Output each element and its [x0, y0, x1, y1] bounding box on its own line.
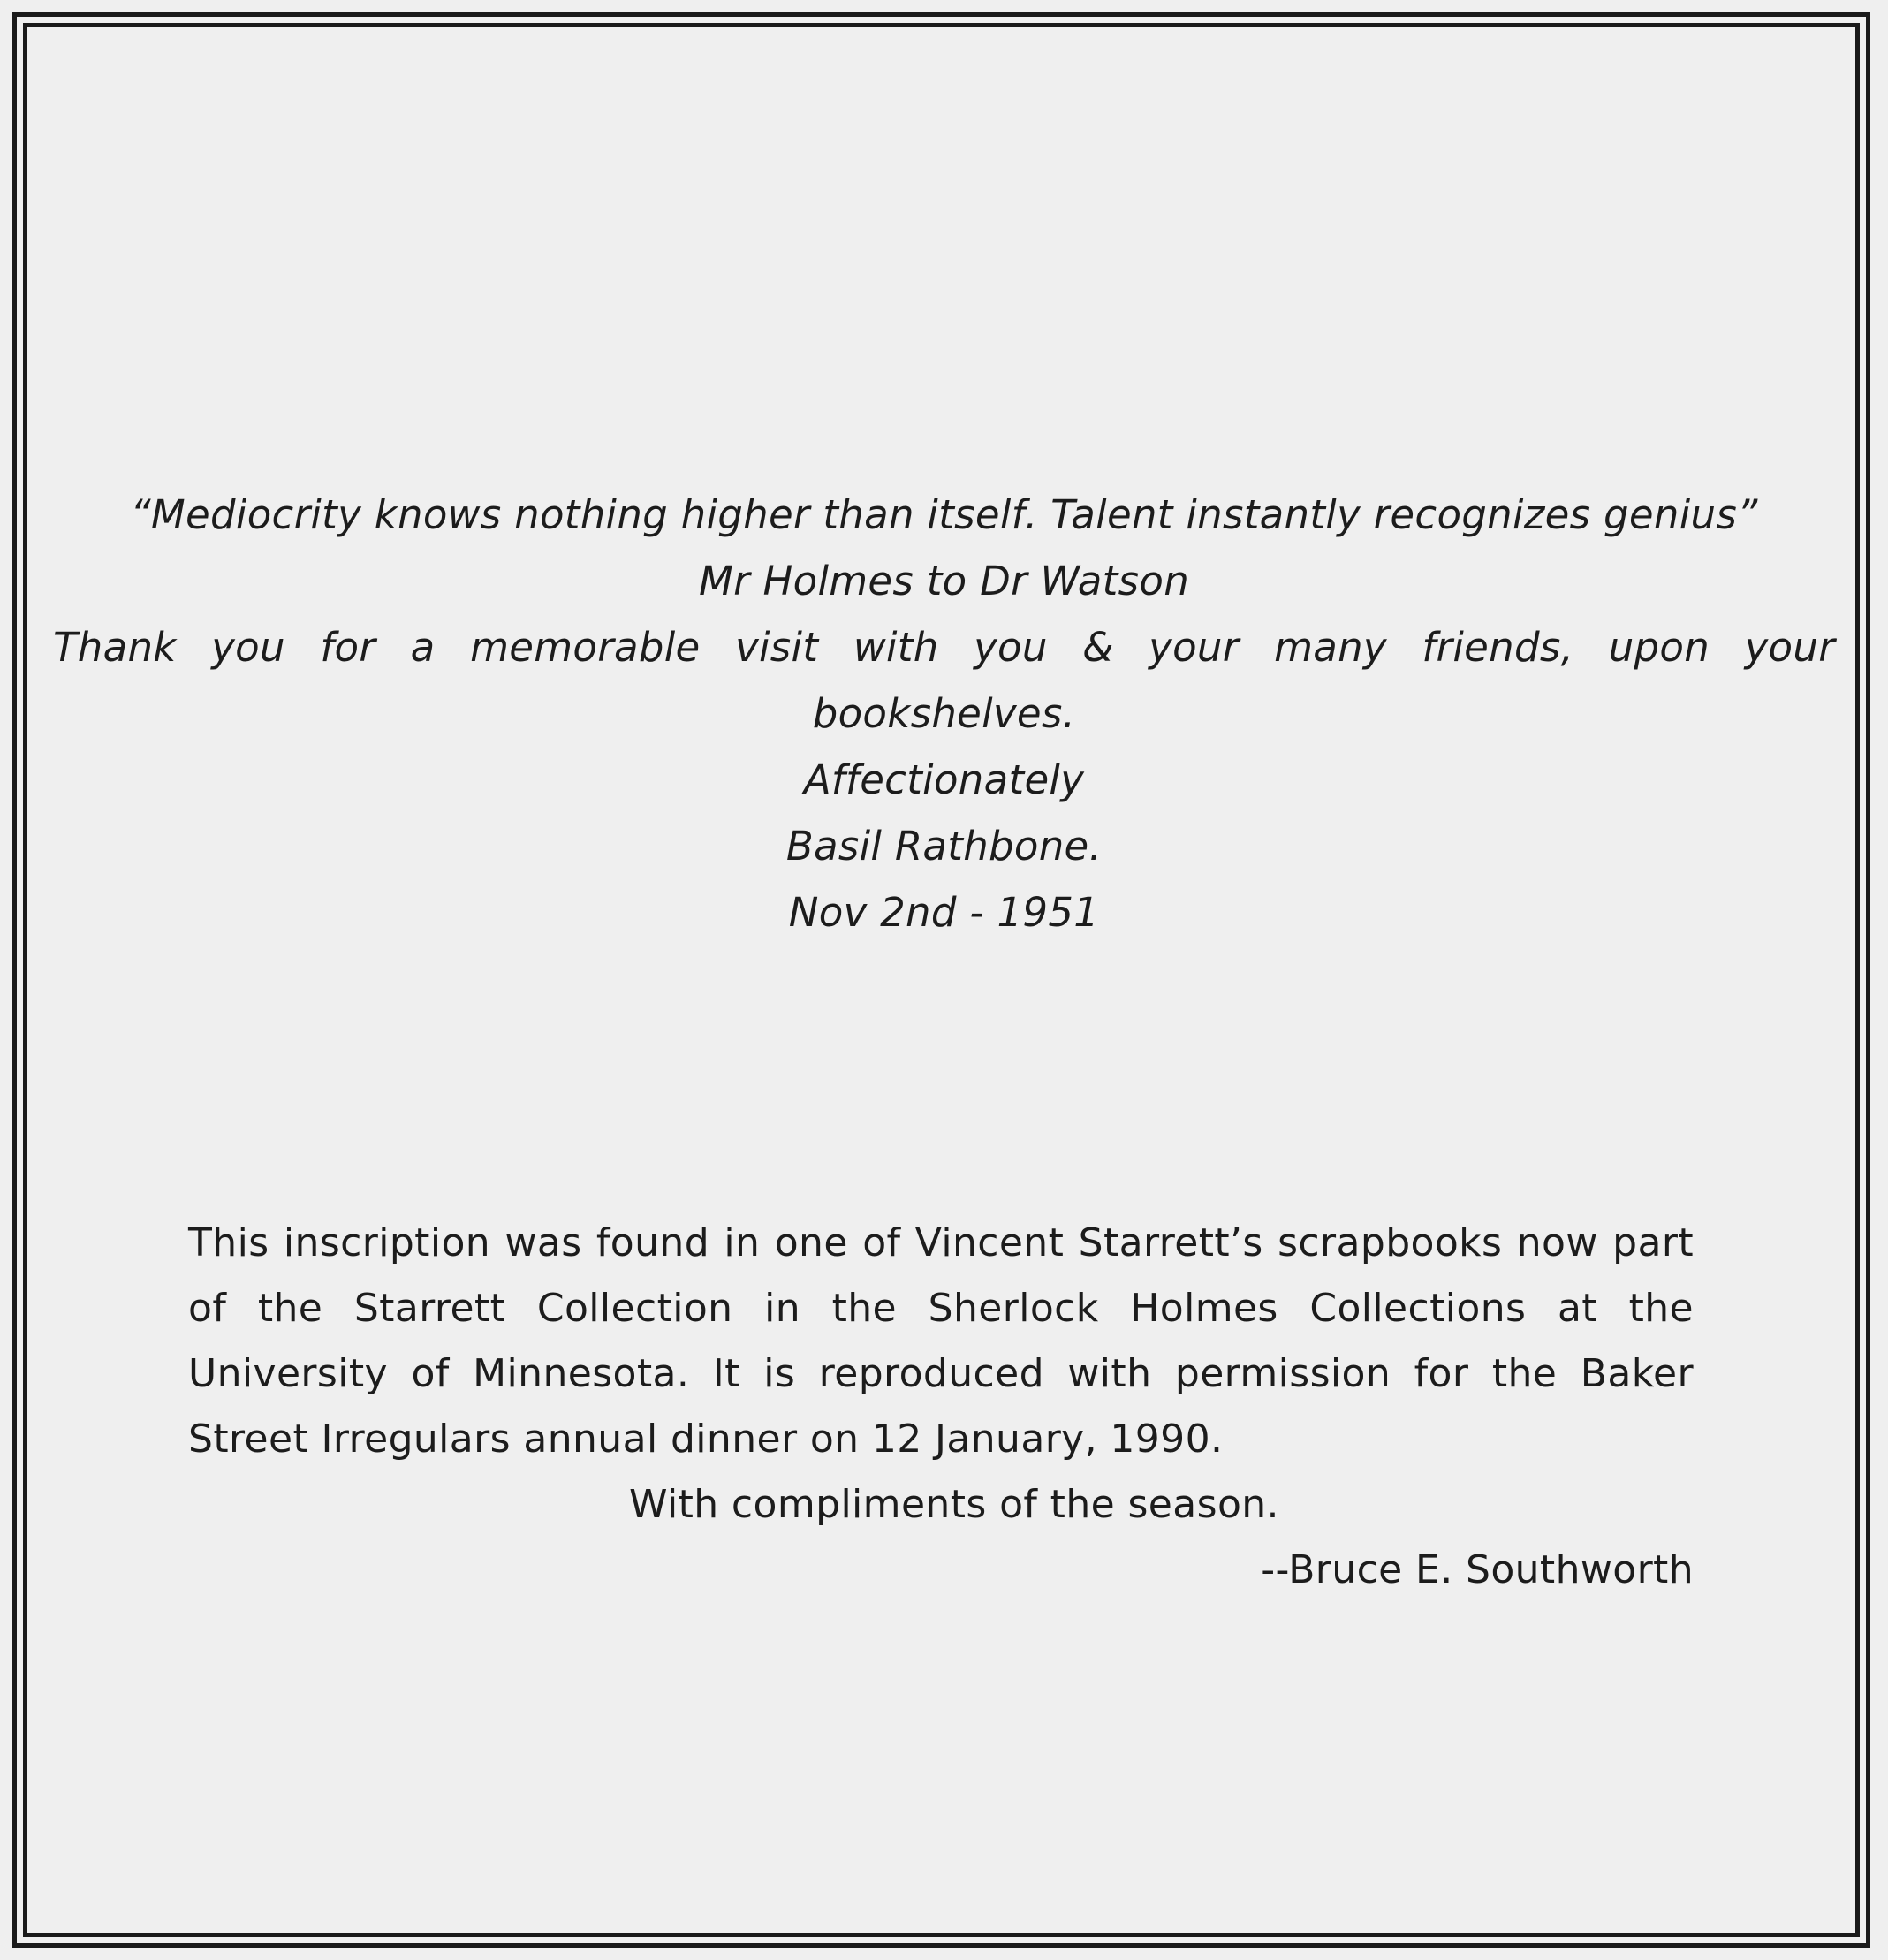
note-closing: With compliments of the season.: [629, 1482, 1279, 1527]
inscription-attribution: Mr Holmes to Dr Watson: [698, 558, 1190, 604]
note-signature: --Bruce E. Southworth: [1261, 1547, 1694, 1592]
inscription-block: [53, 482, 1835, 946]
inscription-quote: “Mediocrity knows nothing higher than itself. Talent instantly recognizes genius”: [130, 491, 1758, 538]
inscription-date: Nov 2nd - 1951: [788, 889, 1100, 936]
inscription-thanks-line-1: Thank you for a memorable visit with you & your many friends, upon your: [53, 624, 1835, 671]
inscription-thanks-line-2: bookshelves.: [812, 690, 1076, 737]
note-paragraph: This inscription was found in one of Vincent Starrett’s scrapbooks now part of the Starrett Collection in the Sherlock Holmes Collections at the University of Minnesota. It is reproduced with permission for the Baker Street Irregulars annual dinner on 12 January, 1990.: [188, 1220, 1694, 1462]
inscription-signature: Basil Rathbone.: [785, 823, 1103, 870]
note-block: [188, 1211, 1694, 1603]
inner-border: [23, 23, 1860, 1937]
inscription-closing: Affectionately: [803, 756, 1085, 803]
